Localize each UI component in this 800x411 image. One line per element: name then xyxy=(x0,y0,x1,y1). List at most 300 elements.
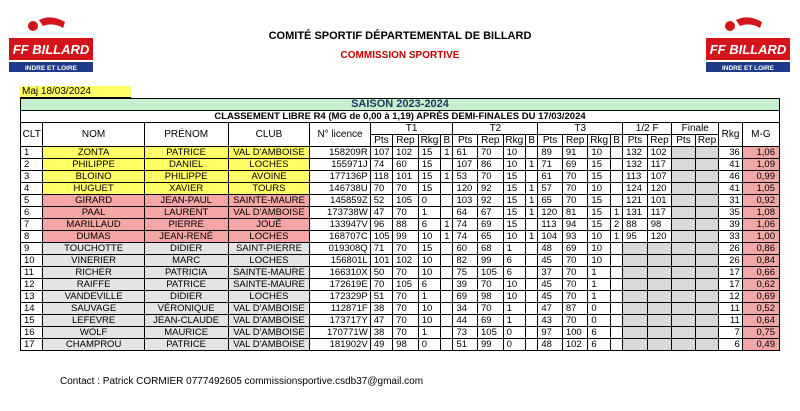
cell-final-rep xyxy=(695,195,719,207)
cell-pts: 105 xyxy=(370,231,392,243)
cell-rkg: 10 xyxy=(588,243,610,255)
cell-rkg: 10 xyxy=(418,231,440,243)
cell-licence: 146738U xyxy=(310,183,370,195)
cell-pts: 104 xyxy=(538,231,563,243)
cell-clt: 1 xyxy=(21,147,43,159)
cell-pts: 120 xyxy=(453,183,478,195)
cell-ranking: 11 xyxy=(719,315,743,327)
col-t2: T2 xyxy=(453,123,538,135)
cell-rep: 102 xyxy=(393,255,419,267)
cell-prenom: MARC xyxy=(144,255,228,267)
cell-mg: 0,86 xyxy=(742,243,779,255)
cell-licence: 181902V xyxy=(310,339,370,351)
cell-rkg: 10 xyxy=(503,279,525,291)
cell-b: 1 xyxy=(441,171,453,183)
cell-rkg: 6 xyxy=(418,219,440,231)
cell-nom: WOLF xyxy=(43,327,144,339)
cell-half-rep: 98 xyxy=(647,219,672,231)
table-row xyxy=(21,339,780,351)
cell-mg: 1,09 xyxy=(742,159,779,171)
cell-b xyxy=(610,171,622,183)
cell-pts: 51 xyxy=(453,339,478,351)
cell-half-rep: 107 xyxy=(647,171,672,183)
sub-pts: Pts xyxy=(538,135,563,147)
cell-half-pts: 95 xyxy=(623,231,648,243)
cell-rkg: 6 xyxy=(503,255,525,267)
cell-prenom: PATRICE xyxy=(144,147,228,159)
cell-ranking: 33 xyxy=(719,231,743,243)
cell-pts: 107 xyxy=(453,159,478,171)
cell-rkg: 15 xyxy=(588,159,610,171)
cell-rkg: 1 xyxy=(503,315,525,327)
cell-b xyxy=(441,195,453,207)
cell-nom: DUMAS xyxy=(43,231,144,243)
cell-rep: 94 xyxy=(562,219,588,231)
cell-nom: HUGUET xyxy=(43,183,144,195)
cell-rkg: 10 xyxy=(418,267,440,279)
cell-rkg: 10 xyxy=(503,159,525,171)
cell-rkg: 6 xyxy=(588,339,610,351)
cell-prenom: DIDIER xyxy=(144,291,228,303)
cell-club: VAL D'AMBOISE xyxy=(228,207,310,219)
cell-rep: 88 xyxy=(393,219,419,231)
cell-rep: 81 xyxy=(562,207,588,219)
cell-rep: 70 xyxy=(562,267,588,279)
cell-pts: 64 xyxy=(453,207,478,219)
cell-mg: 1,05 xyxy=(742,183,779,195)
cell-rep: 70 xyxy=(393,183,419,195)
sub-pts: Pts xyxy=(370,135,392,147)
cell-licence: 168707C xyxy=(310,231,370,243)
cell-final-pts xyxy=(672,159,696,171)
cell-licence: 112871F xyxy=(310,303,370,315)
cell-pts: 74 xyxy=(370,159,392,171)
cell-b: 2 xyxy=(610,219,622,231)
cell-final-rep xyxy=(695,303,719,315)
cell-mg: 1,00 xyxy=(742,231,779,243)
cell-half-rep xyxy=(647,339,672,351)
cell-half-rep: 120 xyxy=(647,183,672,195)
cell-prenom: PATRICE xyxy=(144,339,228,351)
cell-b xyxy=(526,327,538,339)
cell-half-rep: 120 xyxy=(647,231,672,243)
cell-pts: 34 xyxy=(453,303,478,315)
cell-nom: TOUCHOTTE xyxy=(43,243,144,255)
cell-rkg: 6 xyxy=(588,327,610,339)
cell-clt: 10 xyxy=(21,255,43,267)
cell-rep: 98 xyxy=(478,291,504,303)
cell-rep: 68 xyxy=(478,243,504,255)
cell-half-pts: 131 xyxy=(623,207,648,219)
cell-mg: 0,99 xyxy=(742,171,779,183)
cell-b xyxy=(526,279,538,291)
cell-rkg: 1 xyxy=(588,279,610,291)
cell-pts: 47 xyxy=(370,315,392,327)
cell-rep: 70 xyxy=(478,279,504,291)
cell-half-rep xyxy=(647,291,672,303)
cell-pts: 39 xyxy=(453,279,478,291)
col-clt: CLT xyxy=(21,123,43,147)
cell-b xyxy=(610,195,622,207)
cell-b xyxy=(441,291,453,303)
table-row xyxy=(21,291,780,303)
classement-title: CLASSEMENT LIBRE R4 (MG de 0,00 à 1,19) APRÈS DEMI-FINALES DU 17/03/2024 xyxy=(21,111,780,123)
cell-clt: 15 xyxy=(21,315,43,327)
cell-b: 1 xyxy=(441,147,453,159)
svg-text:FF BILLARD: FF BILLARD xyxy=(12,42,90,57)
cell-rkg: 10 xyxy=(588,231,610,243)
cell-rkg: 10 xyxy=(418,315,440,327)
cell-b xyxy=(610,303,622,315)
cell-licence: 173717Y xyxy=(310,315,370,327)
cell-nom: PHILIPPE xyxy=(43,159,144,171)
update-date: Maj 18/03/2024 xyxy=(20,86,131,98)
cell-b xyxy=(526,315,538,327)
cell-rkg: 15 xyxy=(588,195,610,207)
cell-pts: 113 xyxy=(538,219,563,231)
cell-club: TOURS xyxy=(228,183,310,195)
cell-clt: 2 xyxy=(21,159,43,171)
cell-prenom: MAURICE xyxy=(144,327,228,339)
cell-final-pts xyxy=(672,183,696,195)
cell-nom: ZONTA xyxy=(43,147,144,159)
cell-half-pts: 132 xyxy=(623,147,648,159)
table-row xyxy=(21,231,780,243)
cell-rkg: 10 xyxy=(588,147,610,159)
cell-half-pts xyxy=(623,267,648,279)
cell-club: LOCHES xyxy=(228,291,310,303)
cell-nom: PAAL xyxy=(43,207,144,219)
cell-rep: 70 xyxy=(562,291,588,303)
cell-b xyxy=(610,279,622,291)
cell-half-rep xyxy=(647,279,672,291)
svg-text:INDRE ET LOIRE: INDRE ET LOIRE xyxy=(721,65,775,72)
cell-nom: SAUVAGE xyxy=(43,303,144,315)
cell-final-rep xyxy=(695,243,719,255)
cell-final-pts xyxy=(672,255,696,267)
cell-rkg: 15 xyxy=(588,207,610,219)
cell-club: AVOINE xyxy=(228,171,310,183)
cell-clt: 16 xyxy=(21,327,43,339)
table-row xyxy=(21,255,780,267)
ff-billard-logo xyxy=(9,16,93,74)
cell-b: 1 xyxy=(441,231,453,243)
cell-nom: CHAMPROU xyxy=(43,339,144,351)
cell-final-pts xyxy=(672,243,696,255)
cell-half-rep: 101 xyxy=(647,195,672,207)
cell-licence: 019308Q xyxy=(310,243,370,255)
cell-rep: 105 xyxy=(393,279,419,291)
cell-mg: 0,49 xyxy=(742,339,779,351)
cell-b: 1 xyxy=(610,207,622,219)
cell-ranking: 31 xyxy=(719,195,743,207)
cell-rkg: 1 xyxy=(418,327,440,339)
cell-prenom: VÉRONIQUE xyxy=(144,303,228,315)
cell-clt: 8 xyxy=(21,231,43,243)
cell-rkg: 0 xyxy=(588,315,610,327)
cell-rkg: 15 xyxy=(588,171,610,183)
cell-mg: 0,75 xyxy=(742,327,779,339)
cell-rkg: 10 xyxy=(418,303,440,315)
cell-rkg: 10 xyxy=(588,255,610,267)
table-row xyxy=(21,327,780,339)
cell-rkg: 10 xyxy=(503,291,525,303)
cell-b xyxy=(526,255,538,267)
ff-billard-logo-right xyxy=(706,16,790,74)
cell-half-rep: 117 xyxy=(647,159,672,171)
cell-final-rep xyxy=(695,207,719,219)
cell-b xyxy=(610,183,622,195)
cell-prenom: PHILIPPE xyxy=(144,171,228,183)
cell-pts: 45 xyxy=(538,279,563,291)
cell-rkg: 15 xyxy=(418,159,440,171)
contact-info: Contact : Patrick CORMIER 0777492605 commissionsportive.csdb37@gmail.com xyxy=(60,376,424,387)
cell-rep: 60 xyxy=(393,159,419,171)
cell-licence: 166310X xyxy=(310,267,370,279)
cell-final-pts xyxy=(672,171,696,183)
cell-rkg: 0 xyxy=(418,339,440,351)
cell-half-rep xyxy=(647,255,672,267)
cell-final-rep xyxy=(695,315,719,327)
table-row xyxy=(21,219,780,231)
cell-final-pts xyxy=(672,219,696,231)
sub-b: B xyxy=(526,135,538,147)
cell-mg: 0,64 xyxy=(742,315,779,327)
cell-half-pts: 124 xyxy=(623,183,648,195)
cell-pts: 45 xyxy=(538,255,563,267)
cell-clt: 11 xyxy=(21,267,43,279)
cell-pts: 48 xyxy=(538,243,563,255)
cell-club: LOCHES xyxy=(228,159,310,171)
document-subtitle: COMMISSION SPORTIVE xyxy=(340,50,460,61)
cell-licence: 172619E xyxy=(310,279,370,291)
cell-rep: 91 xyxy=(562,147,588,159)
cell-pts: 75 xyxy=(453,267,478,279)
cell-nom: VINERIER xyxy=(43,255,144,267)
cell-mg: 0,62 xyxy=(742,279,779,291)
cell-rep: 98 xyxy=(393,339,419,351)
cell-rep: 69 xyxy=(478,219,504,231)
cell-rep: 70 xyxy=(478,303,504,315)
cell-rep: 92 xyxy=(478,195,504,207)
cell-final-rep xyxy=(695,171,719,183)
cell-clt: 13 xyxy=(21,291,43,303)
col-licence: N° licence xyxy=(310,123,370,147)
svg-text:INDRE ET LOIRE: INDRE ET LOIRE xyxy=(24,65,78,72)
cell-mg: 0,92 xyxy=(742,195,779,207)
cell-pts: 73 xyxy=(453,327,478,339)
cell-nom: LEFEVRE xyxy=(43,315,144,327)
cell-b xyxy=(441,159,453,171)
cell-pts: 97 xyxy=(538,327,563,339)
cell-ranking: 26 xyxy=(719,255,743,267)
table-row xyxy=(21,279,780,291)
cell-licence: 158209R xyxy=(310,147,370,159)
cell-half-pts xyxy=(623,303,648,315)
cell-rkg: 15 xyxy=(418,147,440,159)
table-row xyxy=(21,159,780,171)
table-row xyxy=(21,195,780,207)
cell-rep: 70 xyxy=(393,267,419,279)
cell-final-rep xyxy=(695,231,719,243)
cell-half-pts xyxy=(623,279,648,291)
cell-rkg: 1 xyxy=(588,267,610,279)
cell-prenom: JEAN-RENÉ xyxy=(144,231,228,243)
cell-rep: 70 xyxy=(562,255,588,267)
cell-final-rep xyxy=(695,255,719,267)
table-row xyxy=(21,303,780,315)
cell-pts: 82 xyxy=(453,255,478,267)
cell-half-pts xyxy=(623,315,648,327)
cell-half-pts: 132 xyxy=(623,159,648,171)
cell-rkg: 0 xyxy=(588,303,610,315)
cell-rkg: 1 xyxy=(588,291,610,303)
cell-nom: MARILLAUD xyxy=(43,219,144,231)
cell-pts: 65 xyxy=(538,195,563,207)
cell-prenom: PIERRE xyxy=(144,219,228,231)
cell-prenom: LAURENT xyxy=(144,207,228,219)
cell-pts: 71 xyxy=(538,159,563,171)
sub-rkg: Rkg xyxy=(418,135,440,147)
season-title: SAISON 2023-2024 xyxy=(21,99,780,111)
cell-pts: 53 xyxy=(453,171,478,183)
sub-rep: Rep xyxy=(393,135,419,147)
cell-b xyxy=(441,279,453,291)
cell-pts: 51 xyxy=(370,291,392,303)
cell-rep: 105 xyxy=(393,195,419,207)
cell-b xyxy=(441,327,453,339)
cell-half-rep xyxy=(647,315,672,327)
cell-pts: 45 xyxy=(538,291,563,303)
cell-licence: 172329P xyxy=(310,291,370,303)
cell-rkg: 1 xyxy=(418,207,440,219)
cell-half-rep xyxy=(647,303,672,315)
cell-rep: 105 xyxy=(478,327,504,339)
sub-b: B xyxy=(610,135,622,147)
cell-final-rep xyxy=(695,327,719,339)
cell-rep: 99 xyxy=(478,339,504,351)
cell-prenom: DANIEL xyxy=(144,159,228,171)
cell-final-rep xyxy=(695,291,719,303)
cell-club: JOUÉ xyxy=(228,219,310,231)
cell-final-rep xyxy=(695,339,719,351)
cell-b xyxy=(610,267,622,279)
table-row xyxy=(21,207,780,219)
cell-rkg: 1 xyxy=(503,243,525,255)
col-mg: M-G xyxy=(742,123,779,147)
cell-clt: 12 xyxy=(21,279,43,291)
cell-rep: 99 xyxy=(478,255,504,267)
col-prenom: PRÉNOM xyxy=(144,123,228,147)
cell-b: 1 xyxy=(526,159,538,171)
cell-half-pts: 121 xyxy=(623,195,648,207)
cell-ranking: 36 xyxy=(719,147,743,159)
cell-rep: 101 xyxy=(393,171,419,183)
cell-mg: 0,66 xyxy=(742,267,779,279)
sub-pts: Pts xyxy=(672,135,696,147)
cell-pts: 61 xyxy=(453,147,478,159)
cell-b xyxy=(441,339,453,351)
sub-rkg: Rkg xyxy=(588,135,610,147)
cell-rep: 70 xyxy=(562,195,588,207)
cell-pts: 69 xyxy=(453,291,478,303)
cell-clt: 14 xyxy=(21,303,43,315)
cell-rkg: 0 xyxy=(503,327,525,339)
cell-clt: 17 xyxy=(21,339,43,351)
cell-pts: 89 xyxy=(538,147,563,159)
cell-nom: RICHER xyxy=(43,267,144,279)
sub-rep: Rep xyxy=(695,135,719,147)
cell-rep: 70 xyxy=(393,303,419,315)
cell-final-pts xyxy=(672,147,696,159)
cell-clt: 7 xyxy=(21,219,43,231)
cell-ranking: 41 xyxy=(719,159,743,171)
cell-club: VAL D'AMBOISE xyxy=(228,327,310,339)
cell-ranking: 6 xyxy=(719,339,743,351)
cell-half-pts xyxy=(623,327,648,339)
cell-half-pts xyxy=(623,291,648,303)
cell-rkg: 10 xyxy=(588,183,610,195)
cell-half-pts xyxy=(623,255,648,267)
cell-clt: 5 xyxy=(21,195,43,207)
cell-rkg: 10 xyxy=(418,255,440,267)
table-row xyxy=(21,183,780,195)
cell-rep: 70 xyxy=(562,315,588,327)
cell-b xyxy=(610,255,622,267)
cell-club: SAINTE-MAURE xyxy=(228,195,310,207)
cell-pts: 47 xyxy=(370,207,392,219)
cell-club: VAL D'AMBOISE xyxy=(228,303,310,315)
cell-final-rep xyxy=(695,279,719,291)
cell-nom: VANDEVILLE xyxy=(43,291,144,303)
cell-pts: 38 xyxy=(370,327,392,339)
cell-mg: 0,69 xyxy=(742,291,779,303)
cell-club: LOCHES xyxy=(228,255,310,267)
cell-pts: 57 xyxy=(538,183,563,195)
cell-ranking: 17 xyxy=(719,279,743,291)
cell-b: 1 xyxy=(526,231,538,243)
cell-pts: 37 xyxy=(538,267,563,279)
table-row xyxy=(21,243,780,255)
cell-b xyxy=(526,243,538,255)
cell-b xyxy=(526,291,538,303)
col-t3: T3 xyxy=(538,123,623,135)
cell-pts: 43 xyxy=(538,315,563,327)
cell-ranking: 17 xyxy=(719,267,743,279)
cell-b: 1 xyxy=(441,219,453,231)
cell-rep: 92 xyxy=(478,183,504,195)
cell-rep: 105 xyxy=(478,267,504,279)
cell-half-pts xyxy=(623,339,648,351)
cell-b: 1 xyxy=(610,231,622,243)
sub-pts: Pts xyxy=(453,135,478,147)
cell-ranking: 12 xyxy=(719,291,743,303)
cell-prenom: DIDIER xyxy=(144,243,228,255)
cell-final-pts xyxy=(672,339,696,351)
cell-club: SAINT-PIERRE xyxy=(228,243,310,255)
cell-mg: 0,84 xyxy=(742,255,779,267)
cell-pts: 61 xyxy=(538,171,563,183)
cell-b xyxy=(441,315,453,327)
cell-nom: RAIFFE xyxy=(43,279,144,291)
cell-rep: 70 xyxy=(562,183,588,195)
cell-rep: 69 xyxy=(562,243,588,255)
cell-final-pts xyxy=(672,279,696,291)
cell-pts: 48 xyxy=(538,339,563,351)
sub-rkg: Rkg xyxy=(503,135,525,147)
cell-rep: 69 xyxy=(478,315,504,327)
cell-pts: 107 xyxy=(370,147,392,159)
